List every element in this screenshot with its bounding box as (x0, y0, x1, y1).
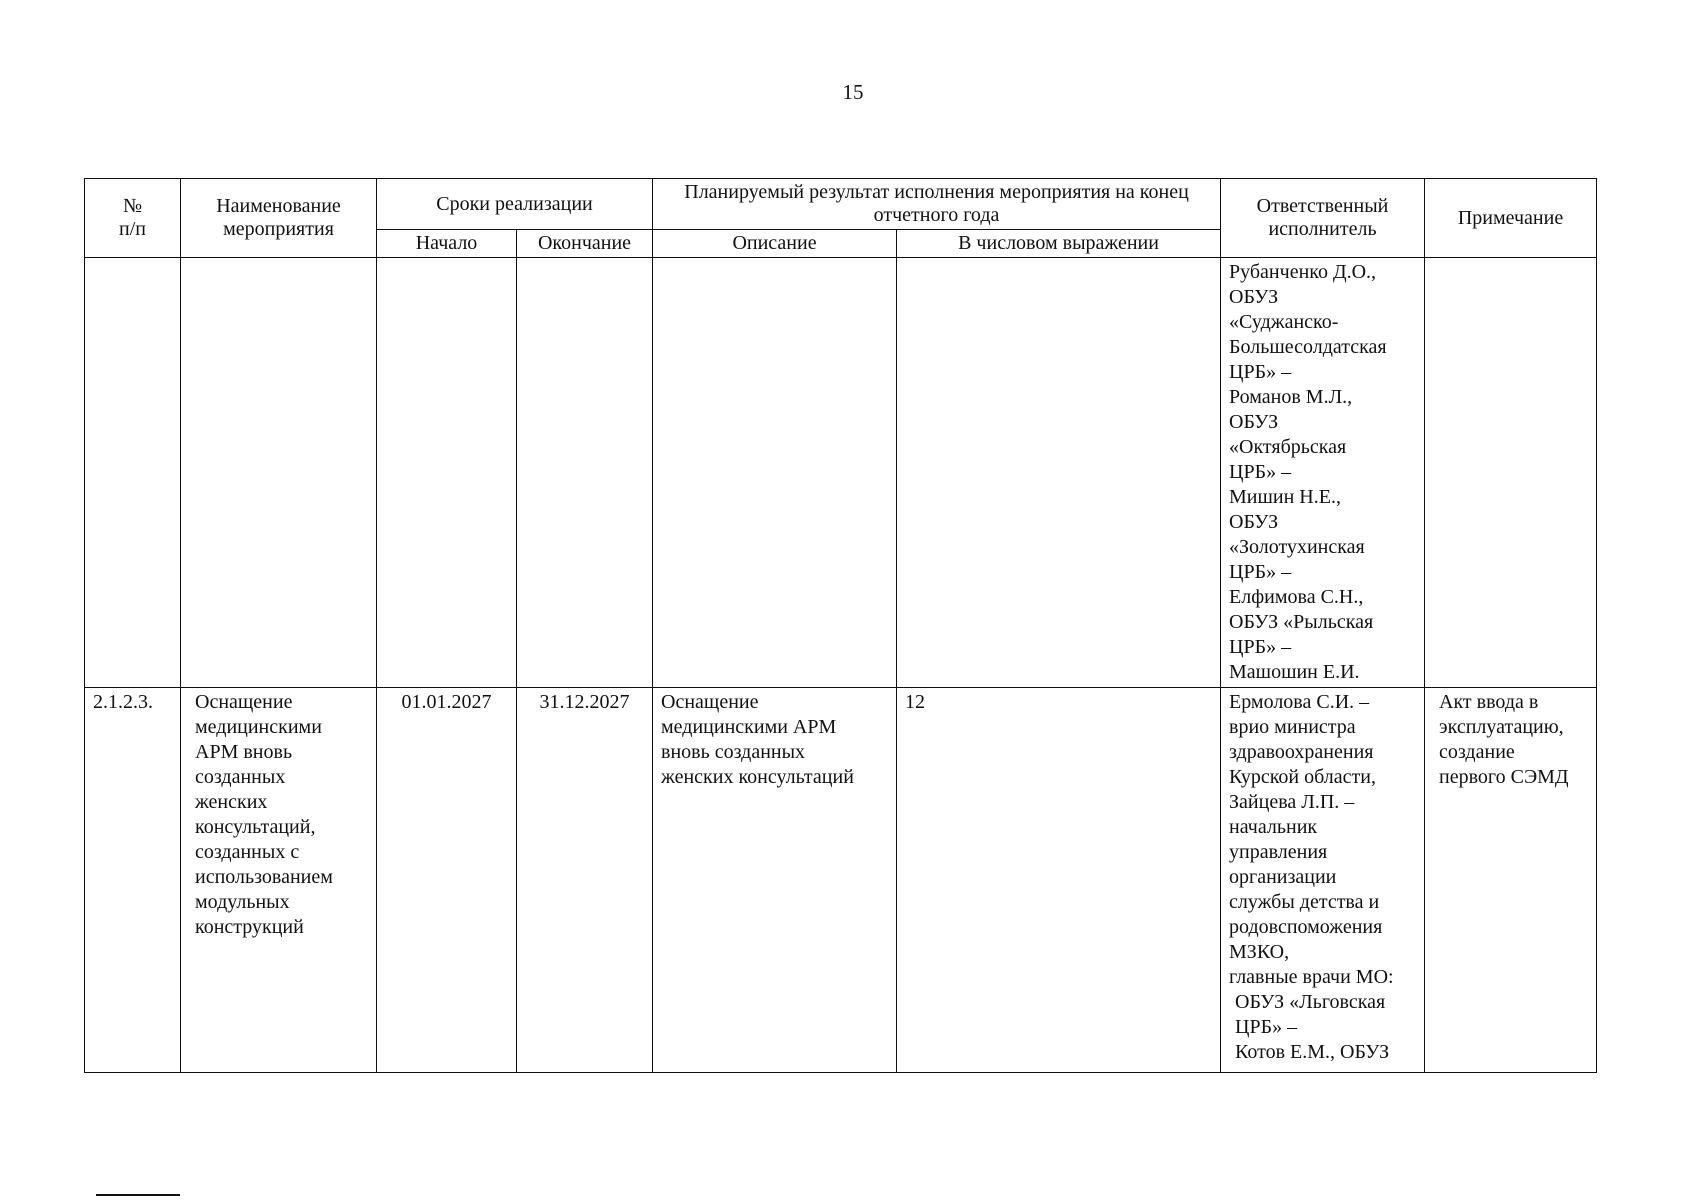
responsible-line: «Октябрьская (1229, 436, 1347, 458)
responsible-line: службы детства и (1229, 891, 1380, 913)
header-numeric: В числовом выражении (897, 230, 1221, 258)
responsible-line: Машошин Е.И. (1229, 661, 1360, 683)
responsible-line: ЦРБ» – (1229, 636, 1292, 658)
responsible-line: МЗКО, (1229, 941, 1290, 963)
cell-start (377, 258, 517, 688)
cell-num (85, 258, 181, 688)
description-line: медицинскими АРМ (661, 716, 837, 738)
footer-rule (96, 1194, 180, 1196)
responsible-line: Романов М.Л., (1229, 386, 1353, 408)
responsible-line: Ермолова С.И. – (1229, 691, 1370, 713)
cell-name (181, 688, 377, 1073)
cell-note (1425, 258, 1597, 688)
responsible-line: начальник (1229, 816, 1318, 838)
header-end: Окончание (517, 230, 653, 258)
responsible-line: управления (1229, 841, 1328, 863)
header-result: Планируемый результат исполнения мероприятия на конец отчетного года (653, 179, 1221, 230)
header-responsible: Ответственный исполнитель (1221, 179, 1425, 258)
responsible-line: родовспоможения (1229, 916, 1383, 938)
responsible-line: ЦРБ» – (1229, 561, 1292, 583)
responsible-line: организации (1229, 866, 1337, 888)
cell-description (653, 688, 897, 1073)
name-line: созданных с (195, 841, 300, 863)
responsible-line: ЦРБ» – (1235, 1016, 1298, 1038)
name-line: Оснащение (195, 691, 293, 713)
responsible-line: Елфимова С.Н., (1229, 586, 1364, 608)
note-line: Акт ввода в (1439, 691, 1539, 713)
responsible-line: ОБУЗ (1229, 511, 1279, 533)
table-header-row (85, 179, 1597, 230)
header-start: Начало (377, 230, 517, 258)
cell-description (653, 258, 897, 688)
note-line: первого СЭМД (1439, 766, 1569, 788)
description-line: женских консультаций (661, 766, 854, 788)
name-line: созданных (195, 766, 286, 788)
responsible-line: главные врачи МО: (1229, 966, 1394, 988)
cell-note (1425, 688, 1597, 1073)
name-line: АРМ вновь (195, 741, 293, 763)
name-line: медицинскими (195, 716, 322, 738)
responsible-line: Зайцева Л.П. – (1229, 791, 1355, 813)
responsible-line: Большесолдатская (1229, 336, 1387, 358)
responsible-line: «Золотухинская (1229, 536, 1365, 558)
cell-numeric (897, 258, 1221, 688)
responsible-line: ЦРБ» – (1229, 361, 1292, 383)
name-line: консультаций, (195, 816, 316, 838)
responsible-line: ОБУЗ «Льговская (1235, 991, 1386, 1013)
name-line: модульных (195, 891, 290, 913)
cell-responsible (1221, 258, 1425, 688)
cell-start: 01.01.2027 (377, 688, 517, 1073)
header-description: Описание (653, 230, 897, 258)
responsible-line: здравоохранения (1229, 741, 1374, 763)
responsible-line: «Суджанско- (1229, 311, 1339, 333)
cell-num: 2.1.2.3. (85, 688, 181, 1073)
page-number: 15 (842, 80, 864, 104)
table-row (85, 258, 1597, 688)
name-line: использованием (195, 866, 333, 888)
responsible-line: Рубанченко Д.О., (1229, 261, 1377, 283)
note-line: эксплуатацию, (1439, 716, 1564, 738)
header-note: Примечание (1425, 179, 1597, 258)
note-line: создание (1439, 741, 1515, 763)
header-num: № п/п (85, 179, 181, 258)
cell-responsible (1221, 688, 1425, 1073)
responsible-line: ОБУЗ (1229, 411, 1279, 433)
responsible-line: ЦРБ» – (1229, 461, 1292, 483)
responsible-line: врио министра (1229, 716, 1356, 738)
name-line: женских (195, 791, 268, 813)
responsible-line: Мишин Н.Е., (1229, 486, 1341, 508)
header-name: Наименование мероприятия (181, 179, 377, 258)
responsible-line: Котов Е.М., ОБУЗ (1235, 1041, 1390, 1063)
responsible-line: ОБУЗ (1229, 286, 1279, 308)
responsible-line: ОБУЗ «Рыльская (1229, 611, 1374, 633)
cell-name (181, 258, 377, 688)
header-terms: Сроки реализации (377, 179, 653, 230)
cell-end: 31.12.2027 (517, 688, 653, 1073)
description-line: вновь созданных (661, 741, 806, 763)
plan-table (84, 178, 1597, 1073)
table-row (85, 688, 1597, 1073)
responsible-line: Курской области, (1229, 766, 1376, 788)
cell-numeric: 12 (897, 688, 1221, 1073)
cell-end (517, 258, 653, 688)
description-line: Оснащение (661, 691, 759, 713)
name-line: конструкций (195, 916, 304, 938)
